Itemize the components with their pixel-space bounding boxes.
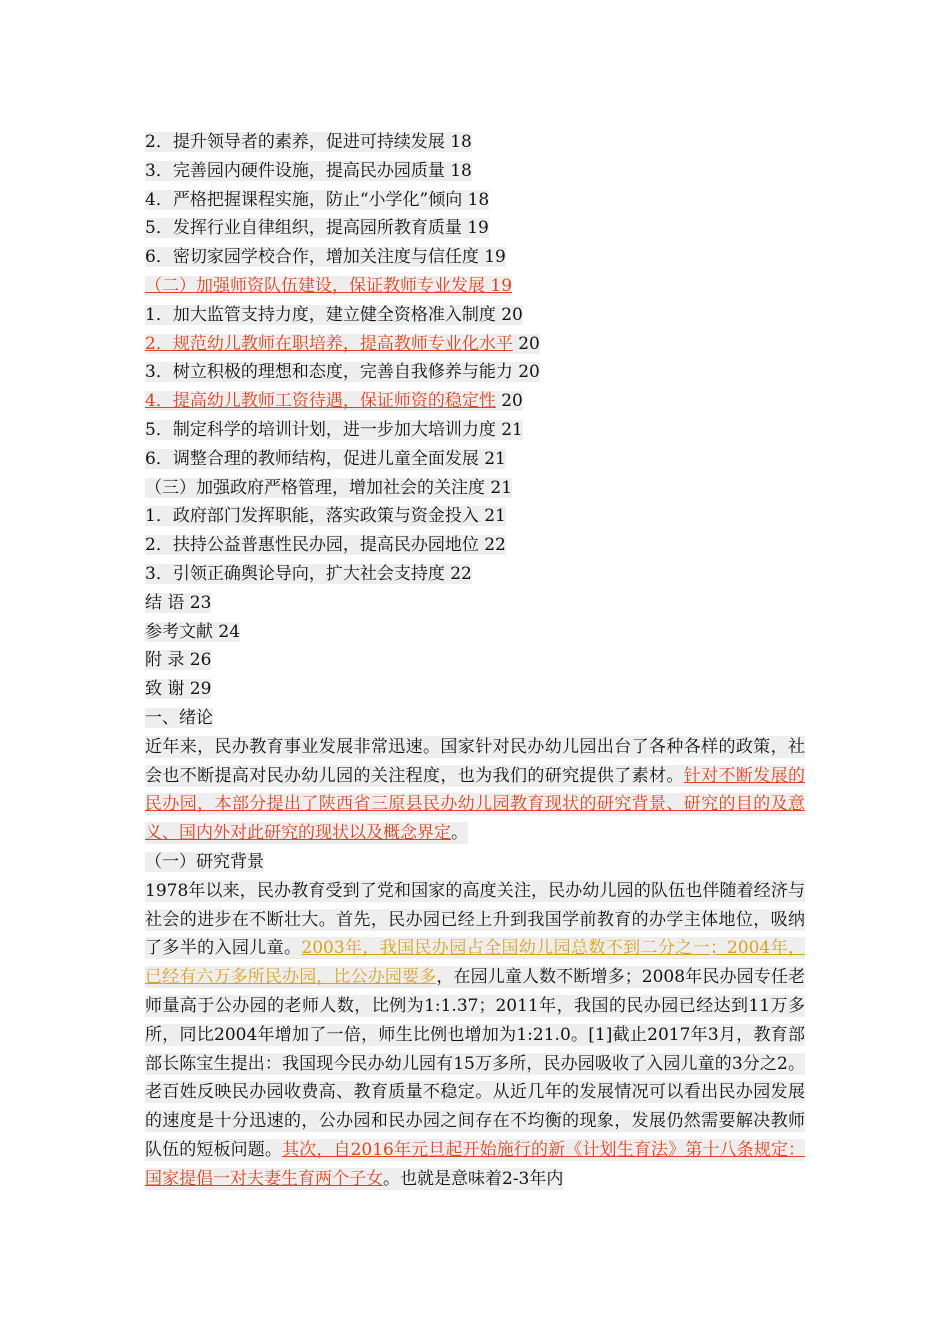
- section-title: 一、绪论: [145, 707, 213, 728]
- toc-item: [145, 618, 805, 647]
- document-page: [145, 128, 805, 1193]
- intro-text: 近年来，民办教育事业发展非常迅速。国家针对民办幼儿园出台了各种各样的政策，社会也不断提高对民办幼儿园的关注程度，也为我们的研究提供了素材。: [145, 736, 805, 786]
- toc-item: [145, 675, 805, 704]
- toc-item-text: 1．政府部门发挥职能，落实政策与资金投入 21: [145, 506, 506, 527]
- toc-item: [145, 358, 805, 387]
- toc-item: [145, 560, 805, 589]
- background-text-2: ，在园儿童人数不断增多；2008年民办园专任老师量高于公办园的老师人数，比例为1:1.37；2011年，我国的民办园已经达到11万多所，同比2004年增加了一倍，师生比例也增加为1:21.0。[1]截止2017年3月，教育部部长陈宝生提出：我国现今民办幼儿园有15万多所，民办园吸收了入园儿童的3分之2。老百姓反映民办园收费高、教育质量不稳定。从近几年的发展情况可以看出民办园发展的速度是十分迅速的，公办园和民办园之间存在不均衡的现象，发展仍然需要解决教师队伍的短板问题。: [145, 967, 806, 1160]
- toc-item: [145, 416, 805, 445]
- background-text-1: 1978年以来，民办教育受到了党和国家的高度关注，民办幼儿园的队伍也伴随着经济与社会的进步在不断壮大。首先，民办园已经上升到我国学前教育的办学主体地位，吸纳了多半的入园儿童。: [145, 880, 805, 959]
- toc-item-text: 2．规范幼儿教师在职培养，提高教师专业化水平: [145, 333, 513, 354]
- toc-item-text: 附 录 26: [145, 650, 212, 671]
- subsection-title: （一）研究背景: [145, 851, 264, 872]
- toc-item: [145, 474, 805, 503]
- toc-item-text: 6．调整合理的教师结构，促进儿童全面发展 21: [145, 448, 506, 469]
- toc-item: [145, 243, 805, 272]
- toc-item-text: 致 谢 29: [145, 679, 212, 700]
- toc-item: [145, 387, 805, 416]
- intro-highlight-red: 针对不断发展的民办园，本部分提出了陕西省三原县民办幼儿园教育现状的研究背景、研究的目的及意义、国内外对此研究的现状以及概念界定: [145, 765, 806, 844]
- toc-item: [145, 531, 805, 560]
- toc-item-text: 4．提高幼儿教师工资待遇，保证师资的稳定性: [145, 391, 496, 412]
- toc-item-text: 3．完善园内硬件设施，提高民办园质量 18: [145, 160, 472, 181]
- intro-paragraph: [145, 733, 805, 848]
- toc-item-text: 3．引领正确舆论导向，扩大社会支持度 22: [145, 563, 472, 584]
- toc-item-text: 1．加大监管支持力度，建立健全资格准入制度 20: [145, 304, 523, 325]
- background-text-3: 。也就是意味着2-3年内: [383, 1168, 564, 1189]
- toc-item-text: （二）加强师资队伍建设，保证教师专业发展 19: [145, 275, 513, 296]
- toc-item-text: 结 语 23: [145, 592, 212, 613]
- background-paragraph: [145, 877, 805, 1194]
- toc-item: [145, 272, 805, 301]
- toc-item-text: （三）加强政府严格管理，增加社会的关注度 21: [145, 477, 513, 498]
- toc-item: [145, 157, 805, 186]
- toc-item-page: 20: [512, 333, 540, 354]
- toc-item-text: 3．树立积极的理想和态度，完善自我修养与能力 20: [145, 362, 540, 383]
- toc-item: [145, 214, 805, 243]
- toc-item-text: 6．密切家园学校合作，增加关注度与信任度 19: [145, 247, 506, 268]
- toc-item: [145, 330, 805, 359]
- toc-item-text: 2．提升领导者的素养，促进可持续发展 18: [145, 132, 472, 152]
- table-of-contents: [145, 128, 805, 704]
- toc-item: [145, 646, 805, 675]
- toc-item-text: 5．制定科学的培训计划，进一步加大培训力度 21: [145, 419, 523, 440]
- toc-item: [145, 589, 805, 618]
- toc-item-text: 2．扶持公益普惠性民办园，提高民办园地位 22: [145, 535, 506, 556]
- toc-item: [145, 186, 805, 215]
- toc-item-text: 4．严格把握课程实施，防止“小学化”倾向 18: [145, 189, 490, 210]
- intro-end: 。: [451, 823, 468, 844]
- toc-item: [145, 128, 805, 157]
- toc-item: [145, 301, 805, 330]
- toc-item-text: 参考文献 24: [145, 621, 241, 642]
- background-highlight-gold: 2003年，我国民办园占全国幼儿园总数不到二分之一；2004年，已经有六万多所民办园，比公办园要多: [145, 938, 806, 988]
- toc-item-page: 20: [495, 391, 523, 412]
- toc-item: [145, 502, 805, 531]
- toc-item-text: 5．发挥行业自律组织，提高园所教育质量 19: [145, 218, 489, 239]
- background-highlight-red: 其次，自2016年元旦起开始施行的新《计划生育法》第十八条规定：国家提倡一对夫妻生育两个子女: [145, 1139, 806, 1189]
- toc-item: [145, 445, 805, 474]
